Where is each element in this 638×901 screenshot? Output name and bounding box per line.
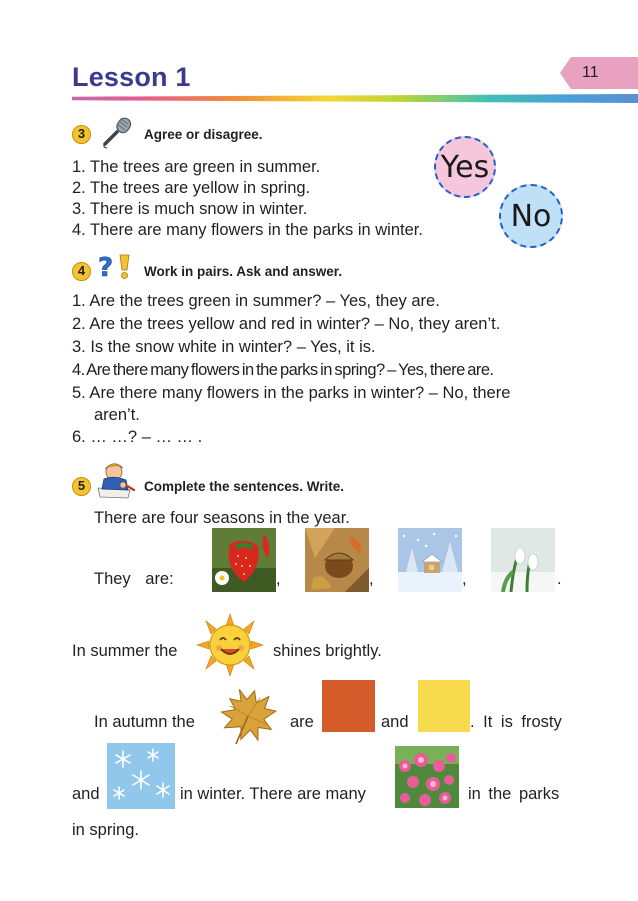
ex4-line-2: 2. Are the trees yellow and red in winter? – No, they aren’t. — [72, 315, 501, 333]
ex3-line-3: 3. There is much snow in winter. — [72, 200, 308, 218]
ex5-sentence-3-end: shines brightly. — [273, 642, 382, 660]
microphone-icon — [98, 115, 134, 149]
exercise-4-instruction: Work in pairs. Ask and answer. — [144, 264, 343, 279]
lesson-title: Lesson 1 — [72, 62, 191, 92]
ex4-line-1: 1. Are the trees green in summer? – Yes, they are. — [72, 292, 440, 310]
maple-leaf-icon — [216, 684, 280, 748]
ex5-sentence-5-mid: in winter. There are many — [180, 785, 366, 803]
ex4-line-4: 4. Are there many flowers in the parks in spring? – Yes, there are. — [72, 361, 494, 379]
ex3-line-2: 2. The trees are yellow in spring. — [72, 179, 311, 197]
comma-3: , — [462, 570, 467, 588]
ex5-sentence-4-and: and — [381, 713, 409, 731]
ex5-sentence-6: in spring. — [72, 821, 139, 839]
sun-icon — [196, 613, 264, 677]
snowy-house-photo — [398, 528, 462, 592]
flowers-photo — [395, 746, 459, 808]
ex4-line-6: 6. … …? – … … . — [72, 428, 203, 446]
ex5-sentence-4-start: In autumn the — [94, 713, 195, 731]
exercise-4-number: 4 — [72, 262, 91, 281]
period-1: . — [557, 570, 562, 588]
ex4-line-3: 3. Is the snow white in winter? – Yes, it is. — [72, 338, 376, 356]
comma-1: , — [276, 570, 281, 588]
orange-color-swatch — [322, 680, 375, 732]
strawberry-photo — [212, 528, 276, 592]
ex5-sentence-5-and: and — [72, 785, 100, 803]
ex5-sentence-5-end: in the parks — [468, 785, 560, 803]
exercise-5-instruction: Complete the sentences. Write. — [144, 479, 345, 494]
yes-label: Yes — [440, 149, 490, 185]
no-label: No — [510, 198, 552, 234]
snowdrop-photo — [491, 528, 555, 592]
page-number: 11 — [582, 64, 599, 81]
exercise-3-instruction: Agree or disagree. — [144, 127, 263, 142]
acorn-photo — [305, 528, 369, 592]
exercise-3-number: 3 — [72, 125, 91, 144]
question-exclamation-icon — [96, 252, 136, 280]
exercise-5-number: 5 — [72, 477, 91, 496]
ex4-line-5: 5. Are there many flowers in the parks in winter? – No, there — [72, 384, 511, 402]
ex5-sentence-3-start: In summer the — [72, 642, 178, 660]
ex5-sentence-1: There are four seasons in the year. — [94, 509, 350, 527]
child-writing-icon — [94, 460, 138, 500]
yellow-color-swatch — [418, 680, 470, 732]
ex5-sentence-2-start: They are: — [94, 570, 174, 588]
svg-text:?: ? — [98, 253, 114, 280]
page-number-tab — [560, 57, 638, 89]
ex5-sentence-4-end: . It is frosty — [470, 713, 562, 731]
snowflakes-photo — [107, 743, 175, 809]
ex4-line-5-cont: aren’t. — [94, 406, 140, 424]
comma-2: , — [369, 570, 374, 588]
yes-bubble — [434, 136, 496, 198]
ex5-sentence-4-are: are — [290, 713, 314, 731]
ex3-line-1: 1. The trees are green in summer. — [72, 158, 321, 176]
ex3-line-4: 4. There are many flowers in the parks in winter. — [72, 221, 423, 239]
no-bubble — [499, 184, 563, 248]
rainbow-divider — [72, 94, 638, 103]
